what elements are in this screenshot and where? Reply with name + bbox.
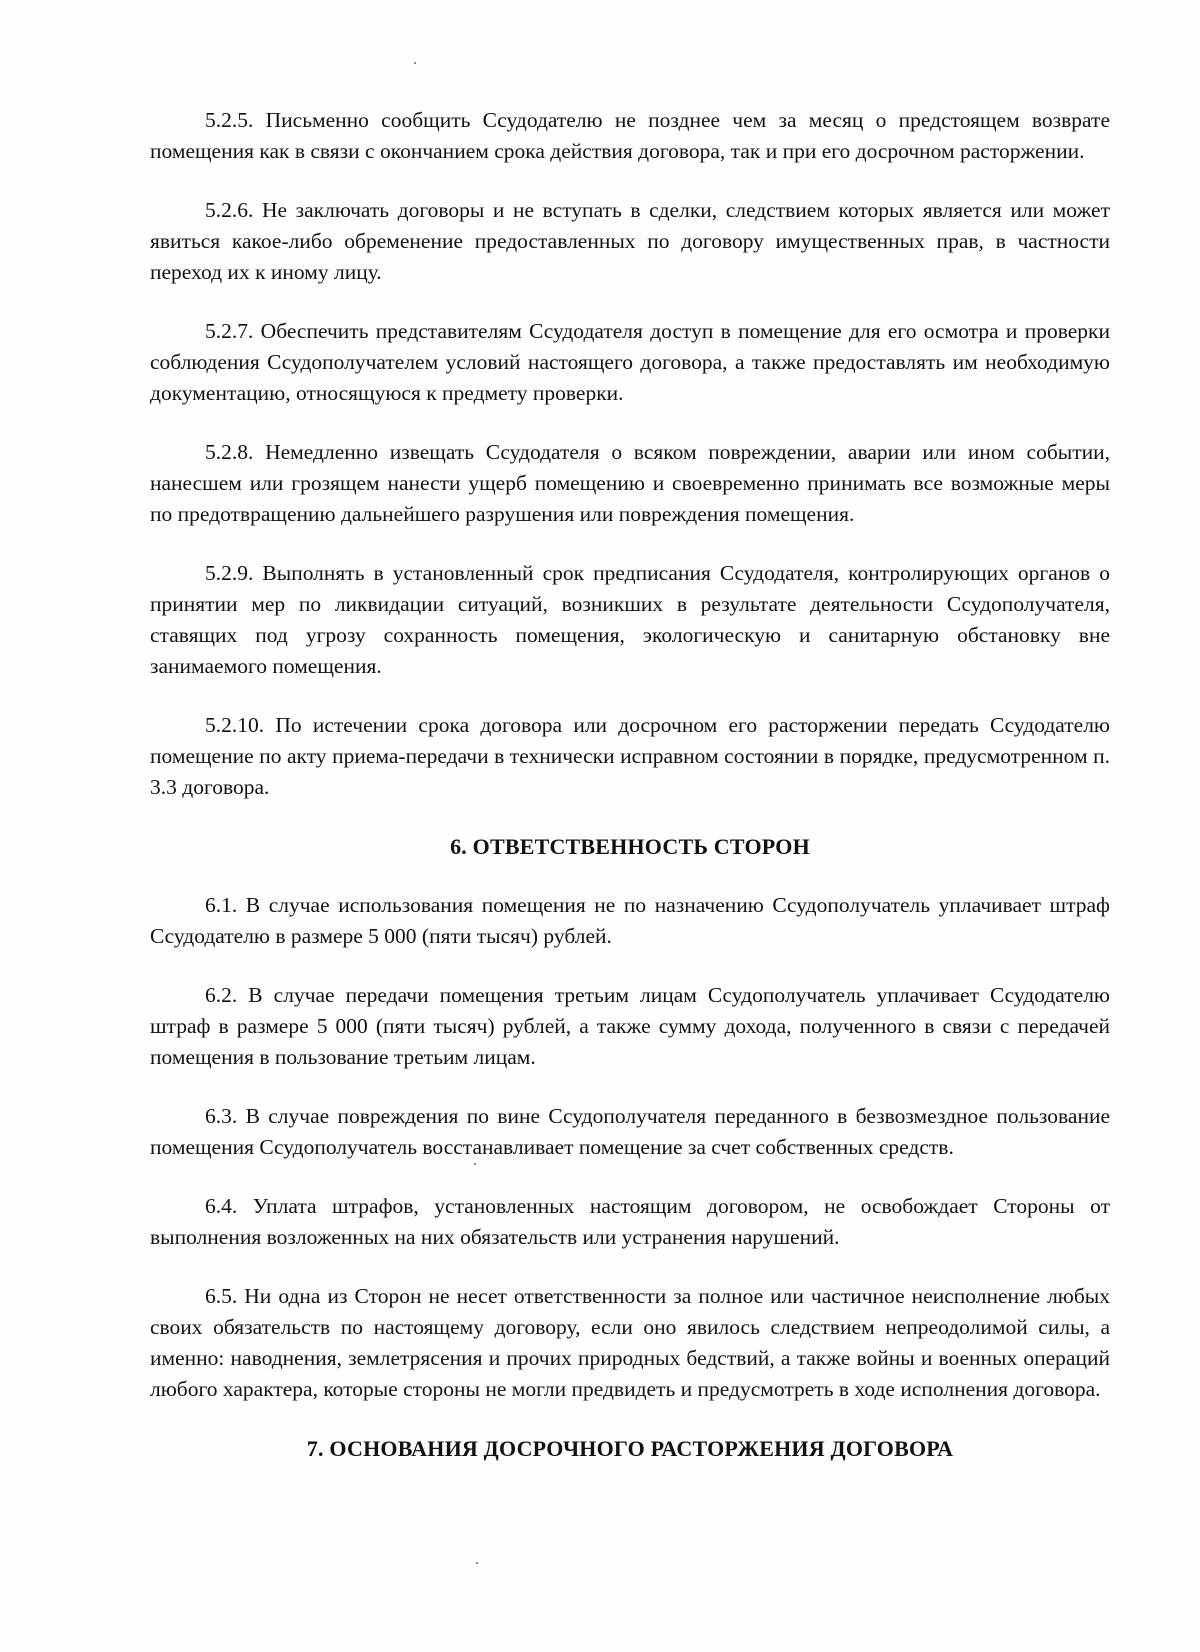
clause-6-5: 6.5. Ни одна из Сторон не несет ответственности за полное или частичное неисполнение любых своих обязательств по настоящему договору, если оно явилось следствием непреодолимой силы, а именно: наводнения, землетрясения и прочих природных бедствий, а также войны и военных операций любого характера, которые стороны не могли предвидеть и предусмотреть в ходе исполнения договора.	[150, 1284, 1110, 1401]
clause-5-2-5: 5.2.5. Письменно сообщить Ссудодателю не позднее чем за месяц о предстоящем возврате помещения как в связи с окончанием срока действия договора, так и при его досрочном расторжении.	[150, 108, 1110, 163]
clause-5-2-7: 5.2.7. Обеспечить представителям Ссудодателя доступ в помещение для его осмотра и проверки соблюдения Ссудополучателем условий настоящего договора, а также предоставлять им необходимую документацию, относящуюся к предмету проверки.	[150, 319, 1110, 405]
clause-5-2-10: 5.2.10. По истечении срока договора или досрочном его расторжении передать Ссудодателю помещение по акту приема-передачи в технически исправном состоянии в порядке, предусмотренном п. 3.3 договора.	[150, 713, 1110, 799]
scan-speck	[476, 1562, 478, 1564]
clause-5-2-6: 5.2.6. Не заключать договоры и не вступать в сделки, следствием которых является или может явиться какое-либо обременение предоставленных по договору имущественных прав, в частности переход их к иному лицу.	[150, 198, 1110, 284]
clause-6-3: 6.3. В случае повреждения по вине Ссудополучателя переданного в безвозмездное пользование помещения Ссудополучатель восстанавливает помещение за счет собственных средств.	[150, 1104, 1110, 1159]
clause-6-1: 6.1. В случае использования помещения не по назначению Ссудополучатель уплачивает штраф Ссудодателю в размере 5 000 (пяти тысяч) рублей.	[150, 893, 1110, 948]
clause-5-2-8: 5.2.8. Немедленно извещать Ссудодателя о всяком повреждении, аварии или ином событии, нанесшем или грозящем нанести ущерб помещению и своевременно принимать все возможные меры по предотвращению дальнейшего разрушения или повреждения помещения.	[150, 440, 1110, 526]
clause-6-4: 6.4. Уплата штрафов, установленных настоящим договором, не освобождает Стороны от выполнения возложенных на них обязательств или устранения нарушений.	[150, 1194, 1110, 1249]
document-body	[150, 105, 1110, 1492]
section-6-title: 6. ОТВЕТСТВЕННОСТЬ СТОРОН	[450, 834, 810, 859]
scan-speck	[414, 62, 416, 64]
section-7-title: 7. ОСНОВАНИЯ ДОСРОЧНОГО РАСТОРЖЕНИЯ ДОГОВОРА	[306, 1436, 954, 1461]
clause-6-2: 6.2. В случае передачи помещения третьим лицам Ссудополучатель уплачивает Ссудодателю штраф в размере 5 000 (пяти тысяч) рублей, а также сумму дохода, полученного в связи с передачей помещения в пользование третьим лицам.	[150, 983, 1110, 1069]
clause-5-2-9: 5.2.9. Выполнять в установленный срок предписания Ссудодателя, контролирующих органов о принятии мер по ликвидации ситуаций, возникших в результате деятельности Ссудополучателя, ставящих под угрозу сохранность помещения, экологическую и санитарную обстановку вне занимаемого помещения.	[150, 561, 1110, 678]
